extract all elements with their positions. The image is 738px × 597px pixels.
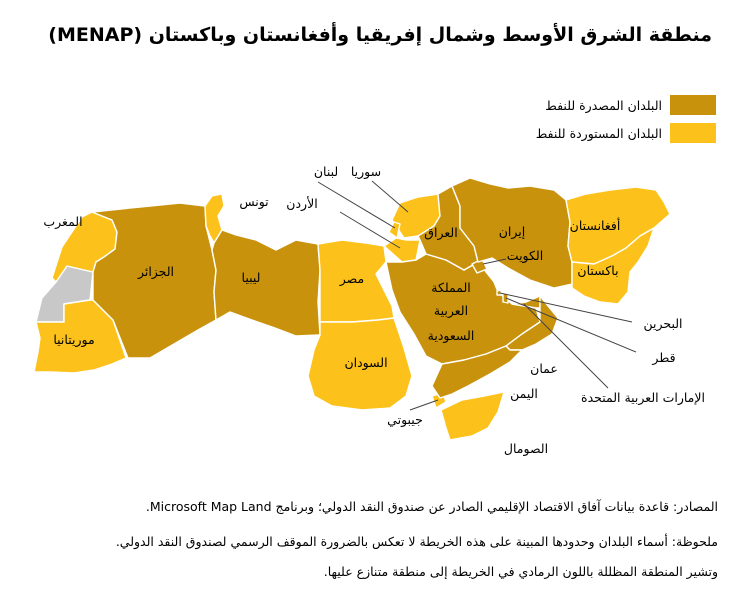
label-saudi-line1: المملكة bbox=[431, 280, 471, 295]
region-somalia bbox=[441, 392, 504, 440]
label-uae: الإمارات العربية المتحدة bbox=[581, 390, 705, 405]
label-tunisia: تونس bbox=[239, 194, 269, 209]
label-libya: ليبيا bbox=[241, 270, 261, 285]
legend-exporters-label: البلدان المصدرة للنفط bbox=[545, 97, 662, 113]
label-egypt: مصر bbox=[339, 271, 365, 286]
label-syria: سوريا bbox=[350, 164, 382, 179]
legend-importers-label: البلدان المستوردة للنفط bbox=[535, 125, 662, 141]
label-mauritania: موريتانيا bbox=[53, 332, 95, 347]
region-bahrain bbox=[497, 290, 501, 295]
disputed-area-note: وتشير المنطقة المظللة باللون الرمادي في الخريطة إلى منطقة متنازع عليها. bbox=[323, 564, 718, 579]
label-saudi-line3: السعودية bbox=[427, 328, 475, 343]
label-algeria: الجزائر bbox=[137, 264, 175, 279]
source-note: المصادر: قاعدة بيانات آفاق الاقتصاد الإقليمي الصادر عن صندوق النقد الدولي؛ وبرنامج Microsoft Map Land. bbox=[145, 499, 718, 514]
label-qatar: قطر bbox=[652, 350, 676, 365]
disclaimer-note: ملحوظة: أسماء البلدان وحدودها المبينة على هذه الخريطة لا تعكس بالضرورة الموقف الرسمي لصندوق النقد الدولي. bbox=[115, 534, 718, 549]
label-pakistan: باكستان bbox=[577, 263, 619, 278]
label-djibouti: جيبوتي bbox=[387, 412, 423, 427]
label-jordan: الأردن bbox=[286, 196, 318, 211]
label-iran: إيران bbox=[498, 224, 526, 239]
label-kuwait: الكويت bbox=[506, 248, 544, 263]
leader-syria bbox=[372, 181, 408, 212]
label-yemen: اليمن bbox=[510, 386, 538, 401]
map-title: منطقة الشرق الأوسط وشمال إفريقيا وأفغانستان وباكستان (MENAP) bbox=[48, 24, 712, 46]
label-iraq: العراق bbox=[424, 225, 458, 240]
leader-lebanon bbox=[318, 182, 395, 228]
label-morocco: المغرب bbox=[43, 214, 83, 229]
leader-djibouti bbox=[410, 400, 438, 410]
label-saudi-line2: العربية bbox=[433, 303, 469, 318]
label-afghanistan: أفغانستان bbox=[569, 218, 621, 233]
label-oman: عمان bbox=[530, 361, 558, 376]
region-lebanon bbox=[389, 222, 400, 238]
label-somalia: الصومال bbox=[503, 441, 549, 456]
region-libya bbox=[212, 230, 320, 336]
label-bahrain: البحرين bbox=[643, 316, 683, 331]
label-sudan: السودان bbox=[344, 355, 388, 370]
label-lebanon: لبنان bbox=[313, 164, 339, 179]
